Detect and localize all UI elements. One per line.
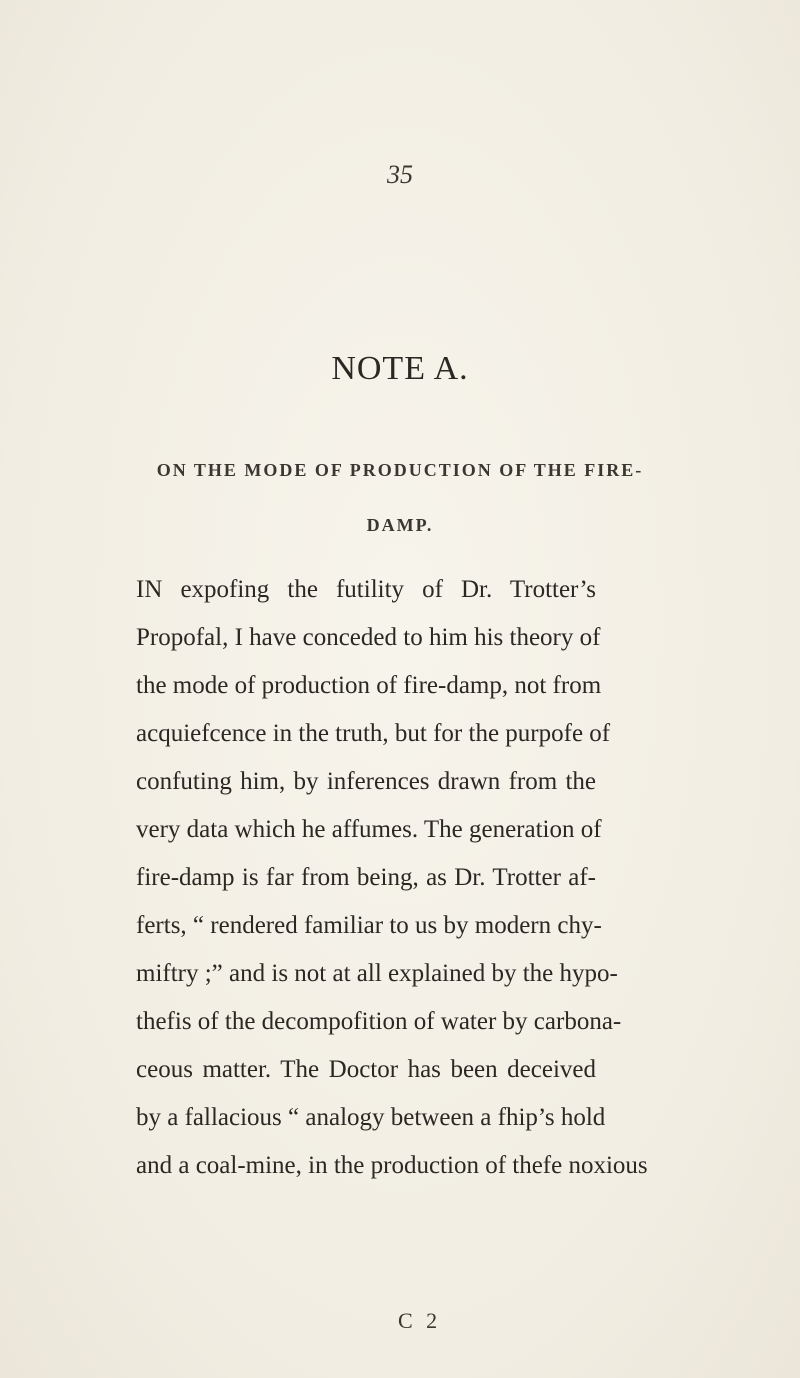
note-title: NOTE A.	[331, 350, 469, 387]
subtitle-line-2: DAMP.	[366, 515, 434, 535]
body-line: confuting him, by inferences drawn from the	[136, 768, 596, 795]
subtitle-line-1: ON THE MODE OF PRODUCTION OF THE FIRE-	[156, 460, 644, 480]
body-line: very data which he affumes. The generation of	[136, 816, 602, 843]
body-line: by a fallacious “ analogy between a fhip’s hold	[136, 1104, 606, 1131]
body-line: fire-damp is far from being, as Dr. Trotter af-	[136, 864, 596, 891]
body-line: acquiefcence in the truth, but for the purpofe of	[136, 720, 611, 747]
body-line: ferts, “ rendered familiar to us by modern chy-	[136, 912, 602, 939]
body-line: thefis of the decompofition of water by carbona-	[136, 1008, 622, 1035]
body-line: IN expofing the futility of Dr. Trotter’s	[136, 576, 596, 603]
body-line: and a coal-mine, in the production of thefe noxious	[136, 1152, 648, 1179]
page-number: 35	[387, 160, 413, 189]
body-line: ceous matter. The Doctor has been deceived	[136, 1056, 596, 1083]
body-line: miftry ;” and is not at all explained by the hypo-	[136, 960, 618, 987]
body-text	[136, 556, 648, 1180]
signature-mark: C 2	[398, 1308, 442, 1333]
body-line: the mode of production of fire-damp, not from	[136, 672, 602, 699]
body-line: Propofal, I have conceded to him his theory of	[136, 624, 601, 651]
